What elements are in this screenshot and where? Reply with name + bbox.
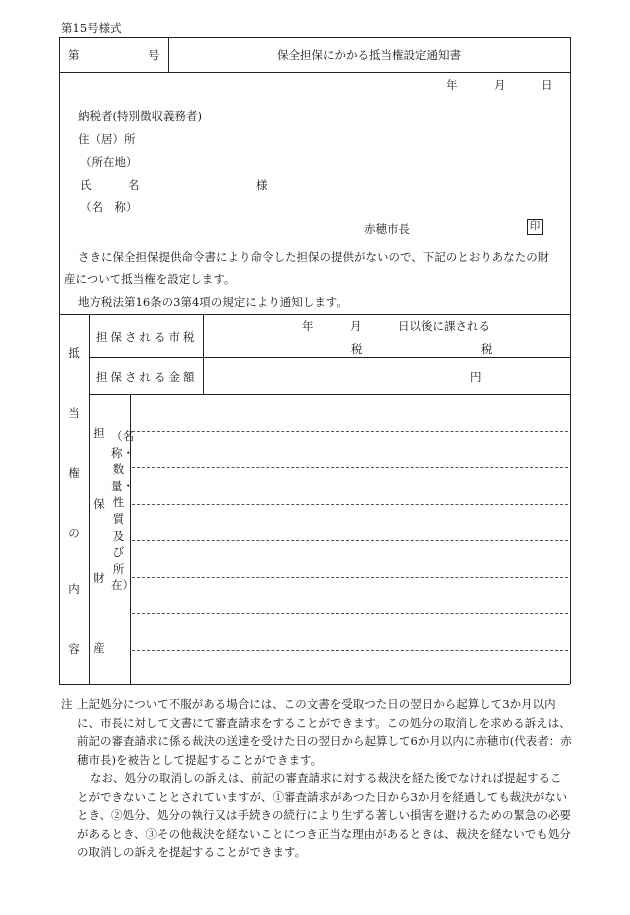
honorific: 様	[256, 178, 268, 192]
frame-left	[59, 37, 60, 684]
row-divider-2	[89, 394, 570, 395]
document-title: 保全担保にかかる抵当権設定通知書	[277, 48, 461, 62]
collateral-label-char-2: 保	[93, 497, 105, 511]
seal-mark: 印	[527, 219, 543, 235]
secured-tax-after: 日以後に課される	[398, 319, 490, 333]
body-text-line-2: 産について抵当権を設定します。	[64, 272, 236, 286]
collateral-line-3	[132, 504, 568, 505]
secured-tax-type-2: 税	[481, 342, 493, 356]
frame-top	[59, 37, 570, 38]
corp-name-label: （名 称）	[80, 200, 138, 214]
secured-tax-month: 月	[350, 319, 362, 333]
taxpayer-label: 納税者(特別徴収義務者)	[78, 109, 202, 123]
document-number-suffix: 号	[148, 48, 160, 62]
body-text-line-3: 地方税法第16条の3第4項の規定により通知します。	[78, 295, 348, 309]
collateral-label-char-3: 財	[93, 571, 105, 585]
collateral-detail-vertical: （名称・数量・性質及び所在）	[111, 429, 134, 593]
name-label-first: 氏	[80, 178, 92, 192]
location-label: （所在地）	[80, 155, 138, 169]
date-month: 月	[494, 78, 506, 92]
collateral-line-6	[132, 613, 568, 614]
row-divider-1	[89, 357, 570, 358]
secured-amount-unit: 円	[470, 370, 482, 384]
frame-right	[570, 37, 571, 684]
collateral-label-char-4: 産	[93, 641, 105, 655]
body-text-line-1: さきに保全担保提供命令書により命令した担保の提供がないので、下記のとおりあなたの財	[78, 250, 550, 264]
notes-block	[77, 695, 572, 862]
secured-tax-year: 年	[302, 319, 314, 333]
date-year: 年	[446, 78, 458, 92]
collateral-line-4	[132, 540, 568, 541]
name-label-second: 名	[128, 178, 140, 192]
header-divider	[59, 72, 570, 73]
label-value-split	[203, 314, 204, 394]
side-label-char-3: 権	[68, 466, 80, 480]
side-label-char-4: の	[68, 526, 80, 540]
side-label-char-2: 当	[68, 406, 80, 420]
notes-paragraph-2: なお、処分の取消しの訴えは、前記の審査請求に対する裁決を経た後でなければ提起することができないこととされていますが、①審査請求があつた日から3か月を経過しても裁決がないとき、②処分、処分の執行又は手続きの続行により生ずる著しい損害を避けるための緊急の必要があるとき、③その他裁決を経ないことにつき正当な理由があるときは、裁決を経ないでも処分の取消しの訴えを提起することができます。	[77, 771, 572, 859]
collateral-label-char-1: 担	[93, 426, 105, 440]
notes-mark: 注	[61, 697, 73, 711]
address-label: 住（居）所	[78, 132, 136, 146]
form-number: 第15号様式	[61, 21, 122, 35]
secured-tax-type-1: 税	[351, 342, 363, 356]
section-top	[59, 314, 570, 315]
collateral-line-2	[132, 467, 568, 468]
document-number-prefix: 第	[68, 48, 80, 62]
secured-tax-label: 担保される市税	[96, 330, 198, 344]
side-label-char-1: 抵	[68, 346, 80, 360]
date-day: 日	[541, 78, 553, 92]
issuer-name: 赤穂市長	[364, 222, 410, 236]
side-label-split	[89, 314, 90, 684]
secured-amount-label: 担保される金額	[96, 370, 198, 384]
side-label-char-6: 容	[68, 642, 80, 656]
collateral-line-1	[132, 431, 568, 432]
notes-paragraph-1: 上記処分について不服がある場合には、この文書を受取つた日の翌日から起算して3か月以内に、市長に対して文書にて審査請求をすることができます。この処分の取消しを求める訴えは、前記の審査請求に係る裁決の送達を受けた日の翌日から起算して6か月以内に赤穂市(代表者：赤穂市長)を被告として提起することができます。	[77, 697, 572, 767]
side-label-char-5: 内	[68, 582, 80, 596]
collateral-line-7	[132, 650, 568, 651]
frame-bottom	[59, 684, 570, 685]
collateral-line-5	[132, 577, 568, 578]
